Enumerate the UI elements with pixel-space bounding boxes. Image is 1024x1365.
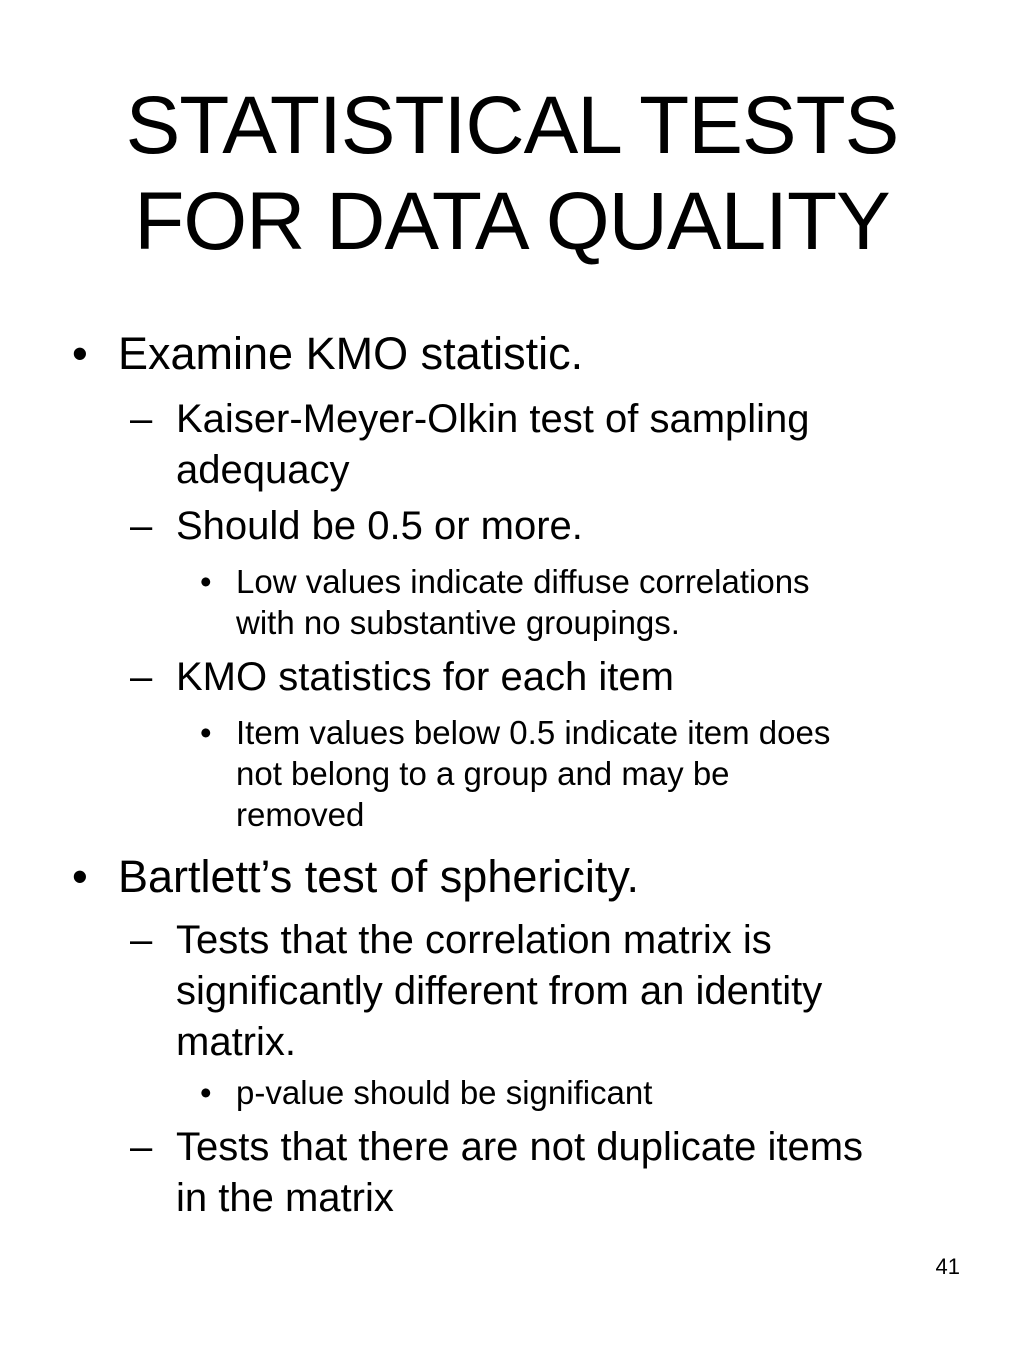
detail-item-values xyxy=(200,712,831,835)
sub-bullet-duplicate-items-line-1: Tests that there are not duplicate items xyxy=(176,1125,864,1169)
dash-marker: – xyxy=(130,918,153,962)
detail-item-values-line-2: not belong to a group and may be xyxy=(236,755,730,792)
bullet-kmo xyxy=(72,328,584,380)
detail-low-values-line-2: with no substantive groupings. xyxy=(236,604,680,641)
sub-bullet-duplicate-items-line-2: in the matrix xyxy=(176,1176,394,1220)
bullet-marker: • xyxy=(200,563,212,600)
bullet-marker: • xyxy=(72,328,88,379)
page-number: 41 xyxy=(935,1254,960,1279)
sub-bullet-kmo-items-label: KMO statistics for each item xyxy=(176,655,674,699)
detail-p-value xyxy=(200,1072,653,1113)
bullet-kmo-label: Examine KMO statistic. xyxy=(118,328,584,379)
sub-bullet-kaiser-line-2: adequacy xyxy=(176,448,350,492)
detail-low-values-line-1: Low values indicate diffuse correlations xyxy=(236,563,810,600)
dash-marker: – xyxy=(130,655,153,699)
sub-bullet-kaiser-line-1: Kaiser-Meyer-Olkin test of sampling xyxy=(176,397,810,441)
detail-item-values-line-1: Item values below 0.5 indicate item does xyxy=(236,714,831,751)
detail-item-values-line-3: removed xyxy=(236,796,365,833)
bullet-marker: • xyxy=(200,1074,212,1111)
detail-low-values xyxy=(200,561,810,643)
sub-bullet-duplicate-items xyxy=(130,1122,864,1224)
sub-bullet-correlation-matrix-line-1: Tests that the correlation matrix is xyxy=(176,918,772,962)
title-line-1: STATISTICAL TESTS xyxy=(125,80,899,171)
title-line-2: FOR DATA QUALITY xyxy=(134,176,890,267)
detail-p-value-label: p-value should be significant xyxy=(236,1074,653,1111)
dash-marker: – xyxy=(130,504,153,548)
bullet-marker: • xyxy=(72,851,88,902)
sub-bullet-correlation-matrix-line-2: significantly different from an identity xyxy=(176,969,823,1013)
slide-title xyxy=(0,78,1024,270)
sub-bullet-kmo-items xyxy=(130,652,674,703)
dash-marker: – xyxy=(130,1125,153,1169)
bullet-marker: • xyxy=(200,714,212,751)
sub-bullet-correlation-matrix xyxy=(130,915,823,1068)
sub-bullet-threshold-label: Should be 0.5 or more. xyxy=(176,504,583,548)
bullet-bartlett-label: Bartlett’s test of sphericity. xyxy=(118,851,640,902)
sub-bullet-correlation-matrix-line-3: matrix. xyxy=(176,1020,296,1064)
bullet-bartlett xyxy=(72,851,640,903)
sub-bullet-threshold xyxy=(130,501,583,552)
dash-marker: – xyxy=(130,397,153,441)
sub-bullet-kaiser xyxy=(130,394,810,496)
